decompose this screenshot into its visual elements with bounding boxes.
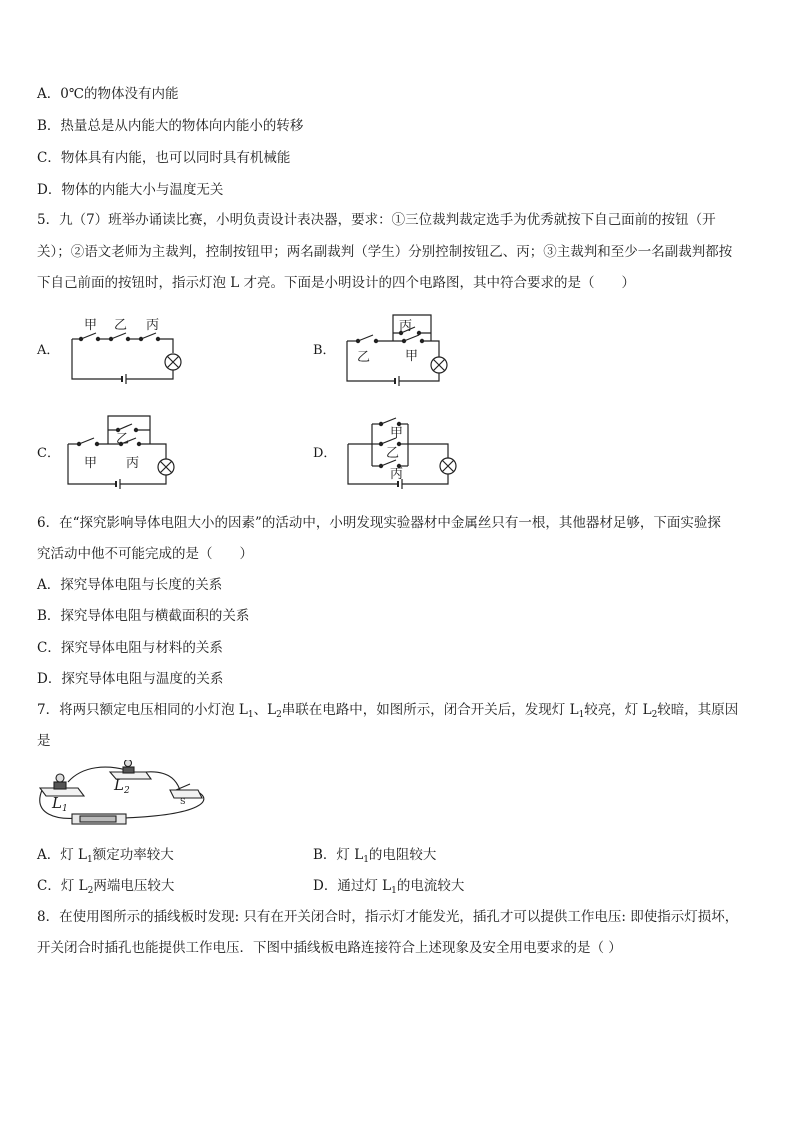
q7-stem-text-a: 7．将两只额定电压相同的小灯泡 L <box>37 702 248 718</box>
circuit-d-diagram <box>346 410 464 494</box>
q6-option-d: D．探究导体电阻与温度的关系 <box>37 671 224 687</box>
q7-stem-text-e: 较暗，其原因 <box>657 702 739 718</box>
q7-option-c-sub: 2 <box>87 886 94 896</box>
q7-label-switch: S <box>180 797 186 806</box>
q7-stem-line-1 <box>37 698 738 720</box>
q5-stem-line-1: 5．九（7）班举办诵读比赛，小明负责设计表决器，要求：①三位裁判裁定选手为优秀就按下自己面前的按钮（开 <box>37 212 716 228</box>
q7-label-l2 <box>114 776 130 796</box>
q7-option-d-sub: 1 <box>391 886 397 896</box>
circuit-c-switch-jia: 甲 <box>84 456 98 471</box>
q7-stem-line-2: 是 <box>37 733 51 749</box>
q4-option-a: A．0℃的物体没有内能 <box>37 86 179 102</box>
q5-stem-line-3: 下自己前面的按钮时，指示灯泡 L 才亮。下面是小明设计的四个电路图，其中符合要求的是（ ） <box>37 275 636 291</box>
circuit-a-diagram <box>70 313 190 385</box>
circuit-a-label: A． <box>37 343 60 358</box>
q7-stem-sub-2: 2 <box>276 710 282 720</box>
circuit-d-switch-yi: 乙 <box>386 446 400 461</box>
q7-stem-text-b: 、L <box>253 702 277 718</box>
q7-stem-sub-3: 1 <box>578 710 585 720</box>
q7-option-a-pre: A．灯 L <box>37 847 88 863</box>
q4-option-b: B．热量总是从内能大的物体向内能小的转移 <box>37 118 304 134</box>
q7-label-l1-text: L <box>52 794 62 812</box>
q5-stem-line-2: 关）；②语文老师为主裁判，控制按钮甲；两名副裁判（学生）分别控制按钮乙、丙；③主裁判和至少一名副裁判都按 <box>37 244 733 260</box>
q7-option-d-post: 的电流较大 <box>396 878 465 894</box>
q7-option-b-pre: B．灯 L <box>313 847 364 863</box>
q7-stem-sub-1: 1 <box>247 710 254 720</box>
q6-stem-line-2: 究活动中他不可能完成的是（ ） <box>37 546 253 562</box>
circuit-d-svg <box>346 410 464 494</box>
circuit-c-switch-yi: 乙 <box>116 432 130 447</box>
q7-option-b-sub: 1 <box>363 855 369 865</box>
q7-option-a <box>37 843 174 865</box>
q4-option-c: C．物体具有内能，也可以同时具有机械能 <box>37 150 291 166</box>
circuit-b-switch-bing: 丙 <box>399 319 413 334</box>
q7-stem-text-d: 较亮，灯 L <box>584 702 652 718</box>
q7-option-d-pre: D．通过灯 L <box>313 878 392 894</box>
circuit-b-switch-jia: 甲 <box>405 349 419 364</box>
q8-stem-line-2: 开关闭合时插孔也能提供工作电压．下图中插线板电路连接符合上述现象及安全用电要求的是（ ） <box>37 940 622 956</box>
q7-option-c-post: 两端电压较大 <box>93 878 175 894</box>
circuit-a-switch-jia: 甲 <box>84 318 98 333</box>
q7-lamp-circuit-figure <box>38 760 208 834</box>
q7-option-b-post: 的电阻较大 <box>368 847 437 863</box>
q7-stem-sub-4: 2 <box>651 710 658 720</box>
q7-label-l2-text: L <box>114 776 124 794</box>
q7-stem-text-c: 串联在电路中，如图所示，闭合开关后，发现灯 L <box>281 702 579 718</box>
q7-option-b <box>313 843 436 865</box>
q8-stem-line-1: 8．在使用图所示的插线板时发现: 只有在开关闭合时，指示灯才能发光，插孔才可以提供工作电压: 即使指示灯损坏， <box>37 909 739 925</box>
q7-option-c <box>37 874 174 896</box>
q6-option-a: A．探究导体电阻与长度的关系 <box>37 577 223 593</box>
circuit-b-label: B． <box>313 343 336 358</box>
circuit-d-switch-jia: 甲 <box>390 426 404 441</box>
q7-option-a-post: 额定功率较大 <box>92 847 174 863</box>
circuit-c-diagram <box>66 412 186 492</box>
q6-option-c: C．探究导体电阻与材料的关系 <box>37 640 223 656</box>
q7-label-l1 <box>52 794 68 814</box>
q7-label-l1-sub: 1 <box>61 804 68 814</box>
circuit-c-switch-bing: 丙 <box>126 456 140 471</box>
q6-option-b: B．探究导体电阻与横截面积的关系 <box>37 608 250 624</box>
q7-option-d <box>313 874 464 896</box>
q7-label-l2-sub: 2 <box>123 786 130 796</box>
circuit-a-switch-bing: 丙 <box>146 318 160 333</box>
q7-option-c-pre: C．灯 L <box>37 878 88 894</box>
circuit-d-switch-bing: 丙 <box>390 467 404 482</box>
circuit-d-label: D． <box>313 446 337 461</box>
circuit-b-diagram <box>343 311 461 387</box>
q4-option-d: D．物体的内能大小与温度无关 <box>37 182 224 198</box>
circuit-a-switch-yi: 乙 <box>114 318 128 333</box>
circuit-b-switch-yi: 乙 <box>357 350 371 365</box>
q7-option-a-sub: 1 <box>87 855 93 865</box>
circuit-c-label: C． <box>37 446 60 461</box>
q6-stem-line-1: 6．在“探究影响导体电阻大小的因素”的活动中，小明发现实验器材中金属丝只有一根，其他器材足够，下面实验探 <box>37 515 721 531</box>
